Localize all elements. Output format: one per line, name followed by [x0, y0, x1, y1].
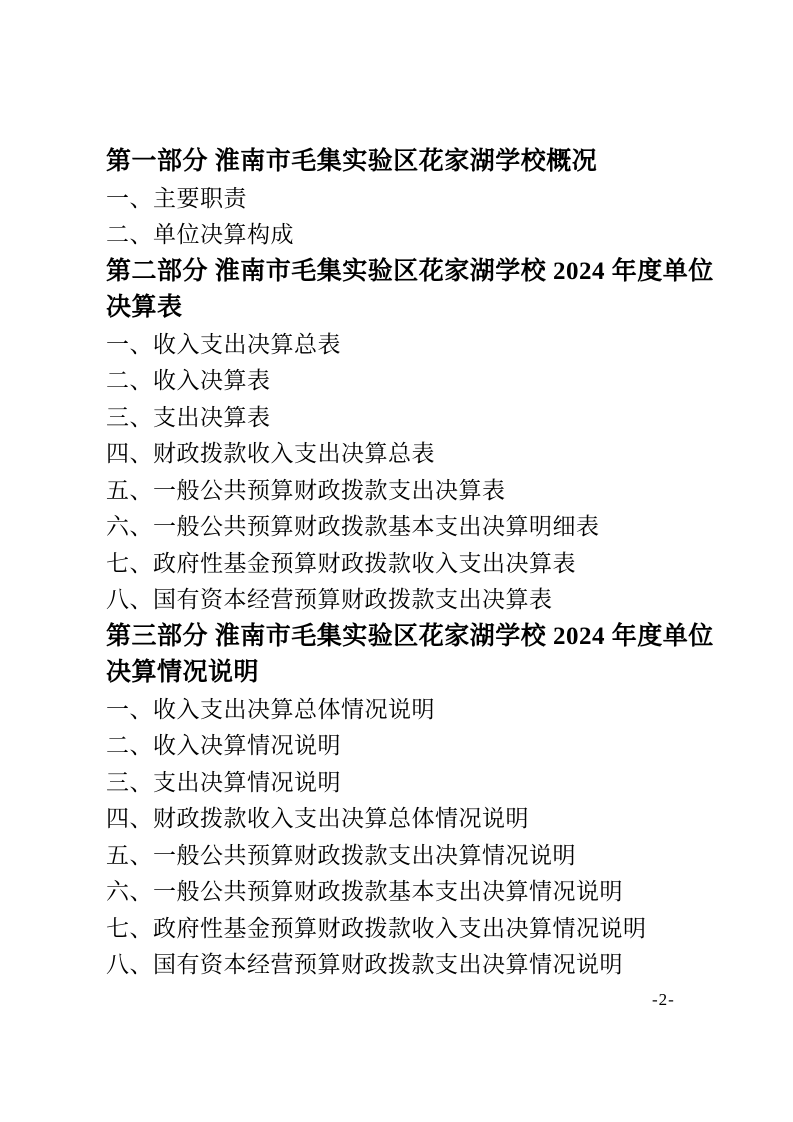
- section-3-title-line-2: 决算情况说明: [106, 659, 260, 686]
- toc-item: 八、国有资本经营预算财政拨款支出决算情况说明: [106, 952, 623, 977]
- toc-item: 四、财政拨款收入支出决算总表: [106, 441, 435, 466]
- toc-item: 七、政府性基金预算财政拨款收入支出决算情况说明: [106, 915, 647, 941]
- section-2-title-line-1: 第二部分 淮南市毛集实验区花家湖学校 2024 年度单位: [106, 257, 714, 285]
- toc-item: 三、支出决算表: [106, 404, 271, 430]
- toc-item: 八、国有资本经营预算财政拨款支出决算表: [106, 587, 553, 612]
- toc-item: 一、收入支出决算总表: [106, 331, 341, 357]
- toc-item: 二、单位决算构成: [106, 222, 294, 247]
- toc-item: 四、财政拨款收入支出决算总体情况说明: [106, 806, 529, 831]
- page-number: -2-: [652, 990, 675, 1009]
- toc-item: 六、一般公共预算财政拨款基本支出决算明细表: [106, 514, 600, 539]
- toc-item: 一、收入支出决算总体情况说明: [106, 696, 435, 722]
- section-1-title: 第一部分 淮南市毛集实验区花家湖学校概况: [106, 148, 598, 175]
- toc-item: 六、一般公共预算财政拨款基本支出决算情况说明: [106, 879, 623, 904]
- section-3-title-line-1: 第三部分 淮南市毛集实验区花家湖学校 2024 年度单位: [106, 622, 714, 650]
- toc-item: 二、收入决算情况说明: [106, 733, 341, 758]
- section-2-title-line-2: 决算表: [106, 294, 183, 321]
- toc-item: 三、支出决算情况说明: [106, 769, 341, 795]
- toc-item: 五、一般公共预算财政拨款支出决算情况说明: [106, 842, 576, 868]
- toc-item: 二、收入决算表: [106, 368, 271, 393]
- toc-item: 七、政府性基金预算财政拨款收入支出决算表: [106, 550, 576, 576]
- toc-item: 五、一般公共预算财政拨款支出决算表: [106, 477, 506, 503]
- table-of-contents: [106, 144, 726, 984]
- toc-item: 一、主要职责: [106, 185, 247, 211]
